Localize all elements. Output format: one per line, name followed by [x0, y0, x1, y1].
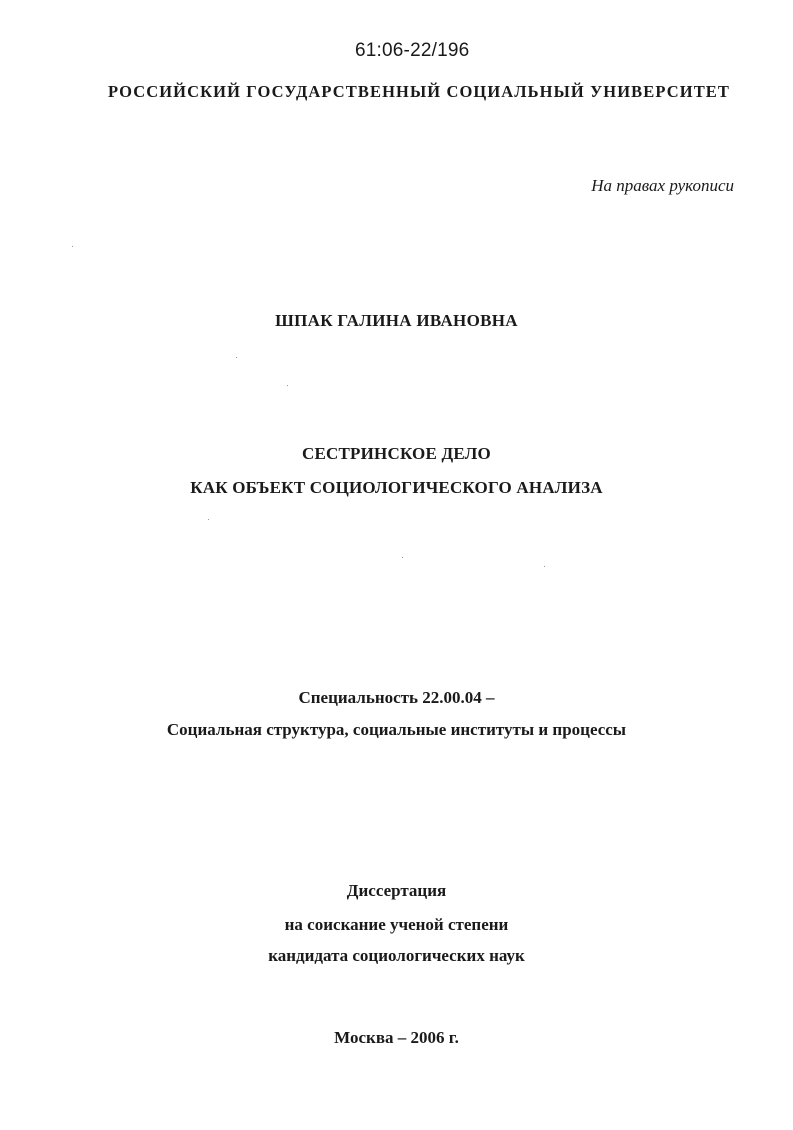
city-year: Москва – 2006 г.: [334, 1028, 459, 1047]
scan-speck: [544, 566, 545, 567]
specialty-name: Социальная структура, социальные институты и процессы: [166, 720, 627, 739]
catalog-number: 61:06-22/196: [355, 40, 470, 61]
manuscript-note: На правах рукописи: [591, 176, 734, 195]
thesis-title-line-2: КАК ОБЪЕКТ СОЦИОЛОГИЧЕСКОГО АНАЛИЗА: [190, 478, 603, 497]
scan-speck: [236, 357, 237, 358]
scan-speck: [287, 385, 288, 386]
scan-speck: [72, 246, 73, 247]
degree-name: кандидата социологических наук: [268, 946, 525, 965]
scan-speck: [402, 557, 403, 558]
scan-speck: [208, 519, 209, 520]
thesis-title-line-1: СЕСТРИНСКОЕ ДЕЛО: [302, 444, 491, 463]
document-type: Диссертация: [346, 881, 447, 900]
author-name: ШПАК ГАЛИНА ИВАНОВНА: [275, 311, 518, 330]
university-name: РОССИЙСКИЙ ГОСУДАРСТВЕННЫЙ СОЦИАЛЬНЫЙ УНИВЕРСИТЕТ: [107, 82, 731, 101]
specialty-code: Специальность 22.00.04 –: [298, 688, 495, 707]
degree-purpose: на соискание ученой степени: [284, 915, 509, 934]
